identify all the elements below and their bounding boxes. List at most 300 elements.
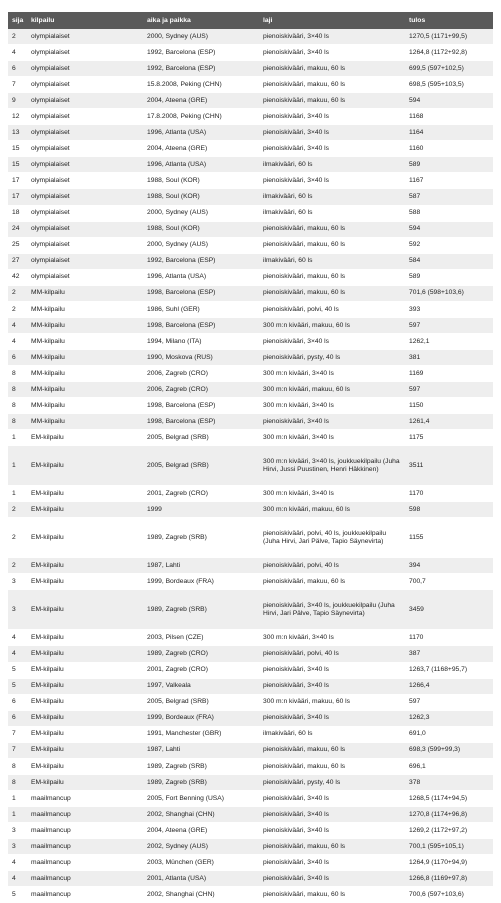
- cell-tulos: 1261,4: [405, 414, 493, 430]
- table-row: [8, 871, 493, 887]
- table-row: [8, 221, 493, 237]
- cell-laji: pienoiskivääri, 3×40 ls: [259, 790, 405, 806]
- cell-kilpailu: olympialaiset: [27, 109, 143, 125]
- cell-tulos: 698,3 (599+99,3): [405, 742, 493, 758]
- table-row: [8, 486, 493, 502]
- cell-sija: 8: [8, 758, 27, 774]
- cell-tulos: 1170: [405, 630, 493, 646]
- cell-aika-ja-paikka: 2004, Ateena (GRE): [143, 93, 259, 109]
- cell-laji: pienoiskivääri, makuu, 60 ls: [259, 77, 405, 93]
- results-table: [8, 12, 493, 903]
- table-row: [8, 822, 493, 838]
- cell-aika-ja-paikka: 1989, Zagreb (SRB): [143, 774, 259, 790]
- cell-kilpailu: maailmancup: [27, 871, 143, 887]
- table-row: [8, 349, 493, 365]
- table-row: [8, 790, 493, 806]
- cell-tulos: 1270,5 (1171+99,5): [405, 29, 493, 45]
- cell-aika-ja-paikka: 1986, Suhl (GER): [143, 301, 259, 317]
- cell-aika-ja-paikka: 1987, Lahti: [143, 558, 259, 574]
- cell-aika-ja-paikka: 2002, Shanghai (CHN): [143, 887, 259, 903]
- cell-laji: pienoiskivääri, makuu, 60 ls: [259, 221, 405, 237]
- cell-kilpailu: EM-kilpailu: [27, 518, 143, 558]
- table-row: [8, 109, 493, 125]
- cell-aika-ja-paikka: 1996, Atlanta (USA): [143, 269, 259, 285]
- cell-kilpailu: EM-kilpailu: [27, 486, 143, 502]
- cell-laji: pienoiskivääri, 3×40 ls: [259, 822, 405, 838]
- cell-sija: 6: [8, 694, 27, 710]
- cell-kilpailu: maailmancup: [27, 855, 143, 871]
- cell-sija: 8: [8, 398, 27, 414]
- cell-tulos: 3459: [405, 590, 493, 630]
- cell-sija: 3: [8, 590, 27, 630]
- cell-kilpailu: olympialaiset: [27, 237, 143, 253]
- cell-sija: 2: [8, 29, 27, 45]
- cell-laji: pienoiskivääri, 3×40 ls: [259, 333, 405, 349]
- cell-aika-ja-paikka: 1992, Barcelona (ESP): [143, 45, 259, 61]
- cell-sija: 7: [8, 742, 27, 758]
- cell-kilpailu: olympialaiset: [27, 45, 143, 61]
- table-row: [8, 253, 493, 269]
- table-row: [8, 742, 493, 758]
- table-row: [8, 365, 493, 381]
- cell-tulos: 597: [405, 382, 493, 398]
- cell-aika-ja-paikka: 2001, Zagreb (CRO): [143, 662, 259, 678]
- cell-sija: 15: [8, 141, 27, 157]
- cell-aika-ja-paikka: 1999, Bordeaux (FRA): [143, 574, 259, 590]
- cell-laji: pienoiskivääri, makuu, 60 ls: [259, 742, 405, 758]
- table-row: [8, 806, 493, 822]
- table-row: [8, 678, 493, 694]
- cell-tulos: 597: [405, 317, 493, 333]
- cell-kilpailu: EM-kilpailu: [27, 558, 143, 574]
- cell-aika-ja-paikka: 2004, Ateena (GRE): [143, 822, 259, 838]
- cell-sija: 2: [8, 285, 27, 301]
- cell-tulos: 700,7: [405, 574, 493, 590]
- cell-tulos: 696,1: [405, 758, 493, 774]
- cell-kilpailu: EM-kilpailu: [27, 678, 143, 694]
- cell-kilpailu: EM-kilpailu: [27, 726, 143, 742]
- cell-kilpailu: EM-kilpailu: [27, 446, 143, 486]
- cell-laji: 300 m:n kivääri, 3×40 ls, joukkuekilpailu (Juha Hirvi, Jussi Puustinen, Henri Häkkinen): [259, 446, 405, 486]
- cell-sija: 7: [8, 77, 27, 93]
- cell-tulos: 1168: [405, 109, 493, 125]
- cell-tulos: 1266,8 (1169+97,8): [405, 871, 493, 887]
- cell-sija: 4: [8, 855, 27, 871]
- table-row: [8, 774, 493, 790]
- cell-aika-ja-paikka: 1992, Barcelona (ESP): [143, 253, 259, 269]
- cell-sija: 4: [8, 646, 27, 662]
- cell-sija: 6: [8, 710, 27, 726]
- cell-laji: ilmakivääri, 60 ls: [259, 726, 405, 742]
- table-row: [8, 285, 493, 301]
- table-row: [8, 430, 493, 446]
- cell-laji: 300 m:n kivääri, makuu, 60 ls: [259, 694, 405, 710]
- cell-laji: pienoiskivääri, makuu, 60 ls: [259, 61, 405, 77]
- cell-sija: 6: [8, 349, 27, 365]
- cell-sija: 5: [8, 887, 27, 903]
- cell-aika-ja-paikka: 2003, München (GER): [143, 855, 259, 871]
- cell-kilpailu: MM-kilpailu: [27, 382, 143, 398]
- cell-sija: 3: [8, 574, 27, 590]
- cell-laji: pienoiskivääri, makuu, 60 ls: [259, 269, 405, 285]
- cell-tulos: 378: [405, 774, 493, 790]
- cell-tulos: 1164: [405, 125, 493, 141]
- cell-sija: 4: [8, 317, 27, 333]
- cell-sija: 1: [8, 790, 27, 806]
- cell-sija: 1: [8, 486, 27, 502]
- cell-laji: pienoiskivääri, 3×40 ls: [259, 710, 405, 726]
- cell-laji: pienoiskivääri, 3×40 ls: [259, 109, 405, 125]
- cell-sija: 18: [8, 205, 27, 221]
- cell-kilpailu: EM-kilpailu: [27, 758, 143, 774]
- table-header-row: [8, 12, 493, 29]
- cell-sija: 6: [8, 61, 27, 77]
- cell-kilpailu: olympialaiset: [27, 77, 143, 93]
- cell-tulos: 394: [405, 558, 493, 574]
- cell-aika-ja-paikka: 1992, Barcelona (ESP): [143, 61, 259, 77]
- cell-laji: pienoiskivääri, 3×40 ls: [259, 662, 405, 678]
- table-row: [8, 446, 493, 486]
- table-row: [8, 887, 493, 903]
- cell-aika-ja-paikka: 1989, Zagreb (SRB): [143, 758, 259, 774]
- cell-tulos: 691,0: [405, 726, 493, 742]
- cell-laji: pienoiskivääri, 3×40 ls: [259, 414, 405, 430]
- cell-kilpailu: maailmancup: [27, 887, 143, 903]
- cell-sija: 17: [8, 173, 27, 189]
- cell-kilpailu: olympialaiset: [27, 173, 143, 189]
- table-row: [8, 269, 493, 285]
- cell-kilpailu: olympialaiset: [27, 205, 143, 221]
- cell-tulos: 700,1 (595+105,1): [405, 839, 493, 855]
- cell-kilpailu: olympialaiset: [27, 253, 143, 269]
- cell-tulos: 381: [405, 349, 493, 365]
- cell-laji: 300 m:n kivääri, 3×40 ls: [259, 365, 405, 381]
- cell-aika-ja-paikka: 1989, Zagreb (SRB): [143, 590, 259, 630]
- cell-aika-ja-paikka: 2006, Zagreb (CRO): [143, 382, 259, 398]
- cell-aika-ja-paikka: 2004, Ateena (GRE): [143, 141, 259, 157]
- cell-aika-ja-paikka: 2000, Sydney (AUS): [143, 237, 259, 253]
- cell-laji: pienoiskivääri, polvi, 40 ls: [259, 646, 405, 662]
- table-row: [8, 61, 493, 77]
- cell-laji: pienoiskivääri, pysty, 40 ls: [259, 774, 405, 790]
- cell-aika-ja-paikka: 1996, Atlanta (USA): [143, 125, 259, 141]
- table-row: [8, 414, 493, 430]
- cell-laji: pienoiskivääri, 3×40 ls: [259, 806, 405, 822]
- table-row: [8, 125, 493, 141]
- table-row: [8, 694, 493, 710]
- cell-kilpailu: EM-kilpailu: [27, 590, 143, 630]
- cell-kilpailu: MM-kilpailu: [27, 414, 143, 430]
- cell-tulos: 1268,5 (1174+94,5): [405, 790, 493, 806]
- cell-aika-ja-paikka: 1996, Atlanta (USA): [143, 157, 259, 173]
- cell-laji: pienoiskivääri, 3×40 ls: [259, 173, 405, 189]
- cell-kilpailu: MM-kilpailu: [27, 349, 143, 365]
- cell-sija: 27: [8, 253, 27, 269]
- table-row: [8, 29, 493, 45]
- table-row: [8, 590, 493, 630]
- cell-tulos: 588: [405, 205, 493, 221]
- cell-kilpailu: EM-kilpailu: [27, 630, 143, 646]
- cell-aika-ja-paikka: 1998, Barcelona (ESP): [143, 414, 259, 430]
- cell-tulos: 1160: [405, 141, 493, 157]
- cell-aika-ja-paikka: 1989, Zagreb (CRO): [143, 646, 259, 662]
- cell-kilpailu: MM-kilpailu: [27, 285, 143, 301]
- cell-laji: pienoiskivääri, 3×40 ls: [259, 678, 405, 694]
- table-row: [8, 630, 493, 646]
- cell-tulos: 1262,3: [405, 710, 493, 726]
- cell-tulos: 1169: [405, 365, 493, 381]
- cell-laji: 300 m:n kivääri, 3×40 ls: [259, 486, 405, 502]
- cell-sija: 4: [8, 333, 27, 349]
- cell-sija: 2: [8, 558, 27, 574]
- cell-sija: 7: [8, 726, 27, 742]
- cell-aika-ja-paikka: 2006, Zagreb (CRO): [143, 365, 259, 381]
- cell-sija: 3: [8, 839, 27, 855]
- cell-sija: 5: [8, 678, 27, 694]
- cell-aika-ja-paikka: 2005, Fort Benning (USA): [143, 790, 259, 806]
- results-table-container: [8, 12, 493, 903]
- cell-kilpailu: EM-kilpailu: [27, 430, 143, 446]
- cell-sija: 8: [8, 774, 27, 790]
- cell-laji: ilmakivääri, 60 ls: [259, 253, 405, 269]
- cell-laji: ilmakivääri, 60 ls: [259, 189, 405, 205]
- cell-tulos: 1264,8 (1172+92,8): [405, 45, 493, 61]
- cell-sija: 17: [8, 189, 27, 205]
- cell-aika-ja-paikka: 1987, Lahti: [143, 742, 259, 758]
- header-tulos[interactable]: tulos: [405, 12, 493, 29]
- cell-kilpailu: MM-kilpailu: [27, 365, 143, 381]
- cell-tulos: 1150: [405, 398, 493, 414]
- cell-kilpailu: MM-kilpailu: [27, 333, 143, 349]
- cell-sija: 8: [8, 414, 27, 430]
- cell-kilpailu: EM-kilpailu: [27, 646, 143, 662]
- cell-aika-ja-paikka: 2002, Shanghai (CHN): [143, 806, 259, 822]
- cell-aika-ja-paikka: 1991, Manchester (GBR): [143, 726, 259, 742]
- cell-kilpailu: maailmancup: [27, 839, 143, 855]
- cell-aika-ja-paikka: 15.8.2008, Peking (CHN): [143, 77, 259, 93]
- cell-tulos: 1262,1: [405, 333, 493, 349]
- cell-tulos: 1266,4: [405, 678, 493, 694]
- table-row: [8, 141, 493, 157]
- cell-kilpailu: MM-kilpailu: [27, 317, 143, 333]
- cell-laji: 300 m:n kivääri, 3×40 ls: [259, 398, 405, 414]
- cell-aika-ja-paikka: 17.8.2008, Peking (CHN): [143, 109, 259, 125]
- results-table-body: [8, 29, 493, 903]
- cell-aika-ja-paikka: 1994, Milano (ITA): [143, 333, 259, 349]
- cell-aika-ja-paikka: 2001, Zagreb (CRO): [143, 486, 259, 502]
- cell-kilpailu: EM-kilpailu: [27, 694, 143, 710]
- cell-tulos: 587: [405, 189, 493, 205]
- cell-sija: 1: [8, 430, 27, 446]
- cell-kilpailu: olympialaiset: [27, 157, 143, 173]
- cell-laji: pienoiskivääri, polvi, 40 ls, joukkuekilpailu (Juha Hirvi, Jari Pälve, Tapio Säynevirta): [259, 518, 405, 558]
- cell-kilpailu: olympialaiset: [27, 269, 143, 285]
- table-row: [8, 662, 493, 678]
- cell-kilpailu: olympialaiset: [27, 189, 143, 205]
- cell-sija: 24: [8, 221, 27, 237]
- cell-aika-ja-paikka: 2003, Pilsen (CZE): [143, 630, 259, 646]
- cell-sija: 9: [8, 93, 27, 109]
- cell-sija: 4: [8, 871, 27, 887]
- cell-laji: pienoiskivääri, makuu, 60 ls: [259, 887, 405, 903]
- cell-kilpailu: EM-kilpailu: [27, 662, 143, 678]
- cell-tulos: 3511: [405, 446, 493, 486]
- cell-sija: 2: [8, 301, 27, 317]
- cell-tulos: 698,5 (595+103,5): [405, 77, 493, 93]
- cell-laji: 300 m:n kivääri, 3×40 ls: [259, 430, 405, 446]
- cell-kilpailu: EM-kilpailu: [27, 742, 143, 758]
- cell-tulos: 598: [405, 502, 493, 518]
- cell-laji: pienoiskivääri, 3×40 ls: [259, 855, 405, 871]
- cell-laji: pienoiskivääri, 3×40 ls, joukkuekilpailu (Juha Hirvi, Jari Pälve, Tapio Säynevirta): [259, 590, 405, 630]
- cell-kilpailu: EM-kilpailu: [27, 710, 143, 726]
- cell-kilpailu: MM-kilpailu: [27, 398, 143, 414]
- cell-laji: pienoiskivääri, 3×40 ls: [259, 141, 405, 157]
- header-kilpailu[interactable]: kilpailu: [27, 12, 143, 29]
- cell-aika-ja-paikka: 1989, Zagreb (SRB): [143, 518, 259, 558]
- table-row: [8, 574, 493, 590]
- cell-laji: pienoiskivääri, makuu, 60 ls: [259, 285, 405, 301]
- cell-laji: pienoiskivääri, polvi, 40 ls: [259, 558, 405, 574]
- table-row: [8, 237, 493, 253]
- cell-sija: 25: [8, 237, 27, 253]
- cell-kilpailu: maailmancup: [27, 790, 143, 806]
- cell-tulos: 597: [405, 694, 493, 710]
- cell-tulos: 700,6 (597+103,6): [405, 887, 493, 903]
- cell-tulos: 701,6 (598+103,6): [405, 285, 493, 301]
- cell-laji: pienoiskivääri, 3×40 ls: [259, 29, 405, 45]
- cell-sija: 3: [8, 822, 27, 838]
- cell-sija: 4: [8, 630, 27, 646]
- cell-laji: ilmakivääri, 60 ls: [259, 205, 405, 221]
- cell-aika-ja-paikka: 1998, Barcelona (ESP): [143, 398, 259, 414]
- cell-tulos: 1175: [405, 430, 493, 446]
- cell-laji: pienoiskivääri, pysty, 40 ls: [259, 349, 405, 365]
- cell-tulos: 387: [405, 646, 493, 662]
- cell-sija: 1: [8, 446, 27, 486]
- table-row: [8, 157, 493, 173]
- cell-laji: pienoiskivääri, makuu, 60 ls: [259, 237, 405, 253]
- cell-sija: 2: [8, 518, 27, 558]
- cell-tulos: 1269,2 (1172+97,2): [405, 822, 493, 838]
- table-row: [8, 726, 493, 742]
- table-row: [8, 758, 493, 774]
- cell-laji: pienoiskivääri, makuu, 60 ls: [259, 758, 405, 774]
- cell-kilpailu: maailmancup: [27, 806, 143, 822]
- cell-aika-ja-paikka: 1988, Soul (KOR): [143, 173, 259, 189]
- table-row: [8, 189, 493, 205]
- table-row: [8, 173, 493, 189]
- header-aika-ja-paikka[interactable]: aika ja paikka: [143, 12, 259, 29]
- table-row: [8, 205, 493, 221]
- cell-kilpailu: olympialaiset: [27, 61, 143, 77]
- cell-aika-ja-paikka: 2002, Sydney (AUS): [143, 839, 259, 855]
- cell-kilpailu: MM-kilpailu: [27, 301, 143, 317]
- cell-kilpailu: EM-kilpailu: [27, 502, 143, 518]
- table-row: [8, 382, 493, 398]
- cell-tulos: 1170: [405, 486, 493, 502]
- cell-aika-ja-paikka: 2005, Belgrad (SRB): [143, 446, 259, 486]
- cell-sija: 5: [8, 662, 27, 678]
- cell-kilpailu: maailmancup: [27, 822, 143, 838]
- cell-tulos: 594: [405, 93, 493, 109]
- cell-sija: 4: [8, 45, 27, 61]
- cell-sija: 42: [8, 269, 27, 285]
- cell-aika-ja-paikka: 1999: [143, 502, 259, 518]
- cell-sija: 8: [8, 365, 27, 381]
- table-row: [8, 839, 493, 855]
- cell-tulos: 589: [405, 269, 493, 285]
- header-sija[interactable]: sija: [8, 12, 27, 29]
- cell-kilpailu: olympialaiset: [27, 141, 143, 157]
- cell-laji: pienoiskivääri, makuu, 60 ls: [259, 93, 405, 109]
- cell-laji: pienoiskivääri, 3×40 ls: [259, 125, 405, 141]
- cell-aika-ja-paikka: 2001, Atlanta (USA): [143, 871, 259, 887]
- cell-kilpailu: olympialaiset: [27, 93, 143, 109]
- cell-kilpailu: EM-kilpailu: [27, 574, 143, 590]
- table-row: [8, 301, 493, 317]
- cell-kilpailu: EM-kilpailu: [27, 774, 143, 790]
- table-row: [8, 518, 493, 558]
- table-row: [8, 502, 493, 518]
- table-row: [8, 855, 493, 871]
- cell-aika-ja-paikka: 2005, Belgrad (SRB): [143, 694, 259, 710]
- cell-laji: pienoiskivääri, makuu, 60 ls: [259, 574, 405, 590]
- cell-aika-ja-paikka: 2000, Sydney (AUS): [143, 29, 259, 45]
- cell-kilpailu: olympialaiset: [27, 221, 143, 237]
- table-row: [8, 45, 493, 61]
- cell-tulos: 1264,9 (1170+94,9): [405, 855, 493, 871]
- cell-tulos: 1270,8 (1174+96,8): [405, 806, 493, 822]
- table-row: [8, 646, 493, 662]
- cell-aika-ja-paikka: 1998, Barcelona (ESP): [143, 317, 259, 333]
- table-row: [8, 398, 493, 414]
- cell-tulos: 594: [405, 221, 493, 237]
- cell-tulos: 393: [405, 301, 493, 317]
- cell-sija: 13: [8, 125, 27, 141]
- cell-aika-ja-paikka: 2000, Sydney (AUS): [143, 205, 259, 221]
- cell-laji: pienoiskivääri, 3×40 ls: [259, 45, 405, 61]
- cell-tulos: 584: [405, 253, 493, 269]
- table-row: [8, 558, 493, 574]
- cell-tulos: 592: [405, 237, 493, 253]
- cell-tulos: 589: [405, 157, 493, 173]
- cell-laji: ilmakivääri, 60 ls: [259, 157, 405, 173]
- cell-aika-ja-paikka: 1997, Valkeala: [143, 678, 259, 694]
- cell-aika-ja-paikka: 1988, Soul (KOR): [143, 221, 259, 237]
- cell-laji: 300 m:n kivääri, makuu, 60 ls: [259, 382, 405, 398]
- cell-tulos: 699,5 (597+102,5): [405, 61, 493, 77]
- cell-sija: 15: [8, 157, 27, 173]
- cell-kilpailu: olympialaiset: [27, 29, 143, 45]
- cell-sija: 1: [8, 806, 27, 822]
- cell-sija: 12: [8, 109, 27, 125]
- cell-kilpailu: olympialaiset: [27, 125, 143, 141]
- table-row: [8, 317, 493, 333]
- cell-laji: 300 m:n kivääri, makuu, 60 ls: [259, 317, 405, 333]
- cell-laji: 300 m:n kivääri, 3×40 ls: [259, 630, 405, 646]
- cell-laji: pienoiskivääri, polvi, 40 ls: [259, 301, 405, 317]
- cell-tulos: 1155: [405, 518, 493, 558]
- table-row: [8, 710, 493, 726]
- cell-aika-ja-paikka: 1988, Soul (KOR): [143, 189, 259, 205]
- table-row: [8, 77, 493, 93]
- cell-aika-ja-paikka: 1999, Bordeaux (FRA): [143, 710, 259, 726]
- header-laji[interactable]: laji: [259, 12, 405, 29]
- cell-sija: 8: [8, 382, 27, 398]
- cell-tulos: 1263,7 (1168+95,7): [405, 662, 493, 678]
- cell-aika-ja-paikka: 1998, Barcelona (ESP): [143, 285, 259, 301]
